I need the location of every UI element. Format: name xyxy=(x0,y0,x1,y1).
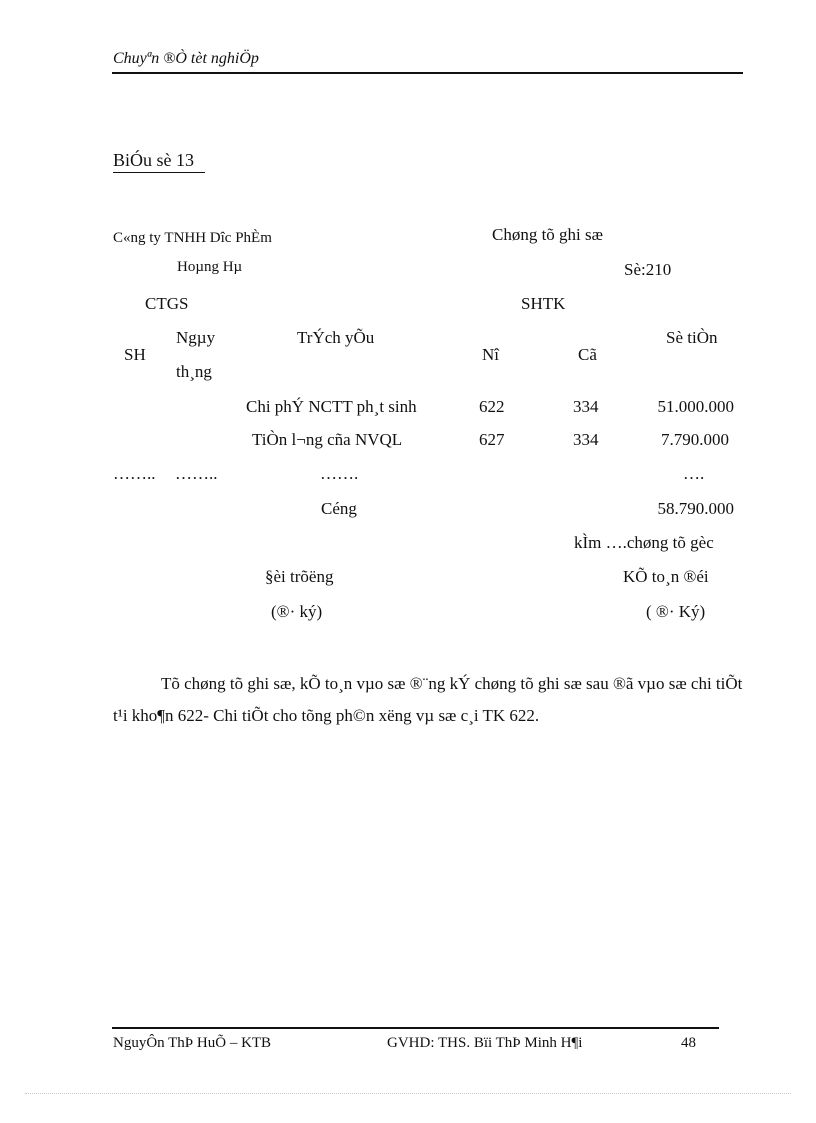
signature-left-note: (®· ký) xyxy=(271,602,323,621)
ellipsis-description: ……. xyxy=(320,464,359,483)
header-ctgs: CTGS xyxy=(145,294,189,313)
header-date: Ngµy xyxy=(176,328,216,347)
page-bottom-dotted-line xyxy=(25,1093,791,1094)
header-sh: SH xyxy=(124,345,146,364)
header-credit: Cã xyxy=(578,345,597,364)
header-date-line2: th¸ng xyxy=(176,362,212,381)
ellipsis-amount: …. xyxy=(683,464,705,483)
total-amount: 58.790.000 xyxy=(657,499,734,518)
footer-author: NguyÔn ThÞ HuÕ – KTB xyxy=(113,1035,272,1051)
row-2-description: TiÒn l¬ng cña NVQL xyxy=(252,430,403,449)
total-label: Céng xyxy=(321,499,357,518)
company-name: C«ng ty TNHH Dîc PhÈm xyxy=(113,230,272,246)
header-amount: Sè tiÒn xyxy=(666,328,718,347)
footer-page-number: 48 xyxy=(681,1035,696,1051)
signature-left-title: §èi trõëng xyxy=(265,567,334,586)
row-1-credit: 334 xyxy=(573,397,599,416)
header-shtk: SHTK xyxy=(521,294,566,313)
row-1-description: Chi phÝ NCTT ph¸t sinh xyxy=(246,397,417,416)
attachments-note: kÌm ….chøng tõ gèc xyxy=(574,533,714,552)
signature-right-note: ( ®· Ký) xyxy=(646,602,706,621)
row-2-amount: 7.790.000 xyxy=(661,430,729,449)
header-rule xyxy=(112,72,743,74)
row-2-debit: 627 xyxy=(479,430,505,449)
ellipsis-sh: …….. xyxy=(113,464,156,483)
ellipsis-date: …….. xyxy=(175,464,218,483)
header-debit: Nî xyxy=(482,345,499,364)
running-header: Chuyªn ®Ò tèt nghiÖp xyxy=(113,50,259,67)
document-title: BiÓu sè 13 xyxy=(113,150,194,170)
row-1-amount: 51.000.000 xyxy=(657,397,734,416)
body-paragraph-text: Tõ chøng tõ ghi sæ, kÕ to¸n vµo sæ ®¨ng kÝ chøng tõ ghi sæ sau ®ã vµo sæ chi tiÕt t¹i kho¶n 622- Chi tiÕt cho tõng ph©n xëng vµ sæ c¸i TK 622. xyxy=(113,674,743,725)
footer-advisor: GVHD: THS. Bïi ThÞ Minh H¶i xyxy=(387,1035,583,1051)
voucher-title: Chøng tõ ghi sæ xyxy=(492,225,603,244)
header-description: TrÝch yÕu xyxy=(297,328,375,347)
body-paragraph xyxy=(113,668,743,732)
voucher-number: Sè:210 xyxy=(624,260,672,279)
signature-right-title: KÕ to¸n ®éi xyxy=(623,567,709,586)
row-2-credit: 334 xyxy=(573,430,599,449)
company-name-line2: Hoµng Hµ xyxy=(177,259,243,275)
title-underline xyxy=(113,172,205,173)
row-1-debit: 622 xyxy=(479,397,505,416)
footer-rule xyxy=(112,1027,719,1029)
